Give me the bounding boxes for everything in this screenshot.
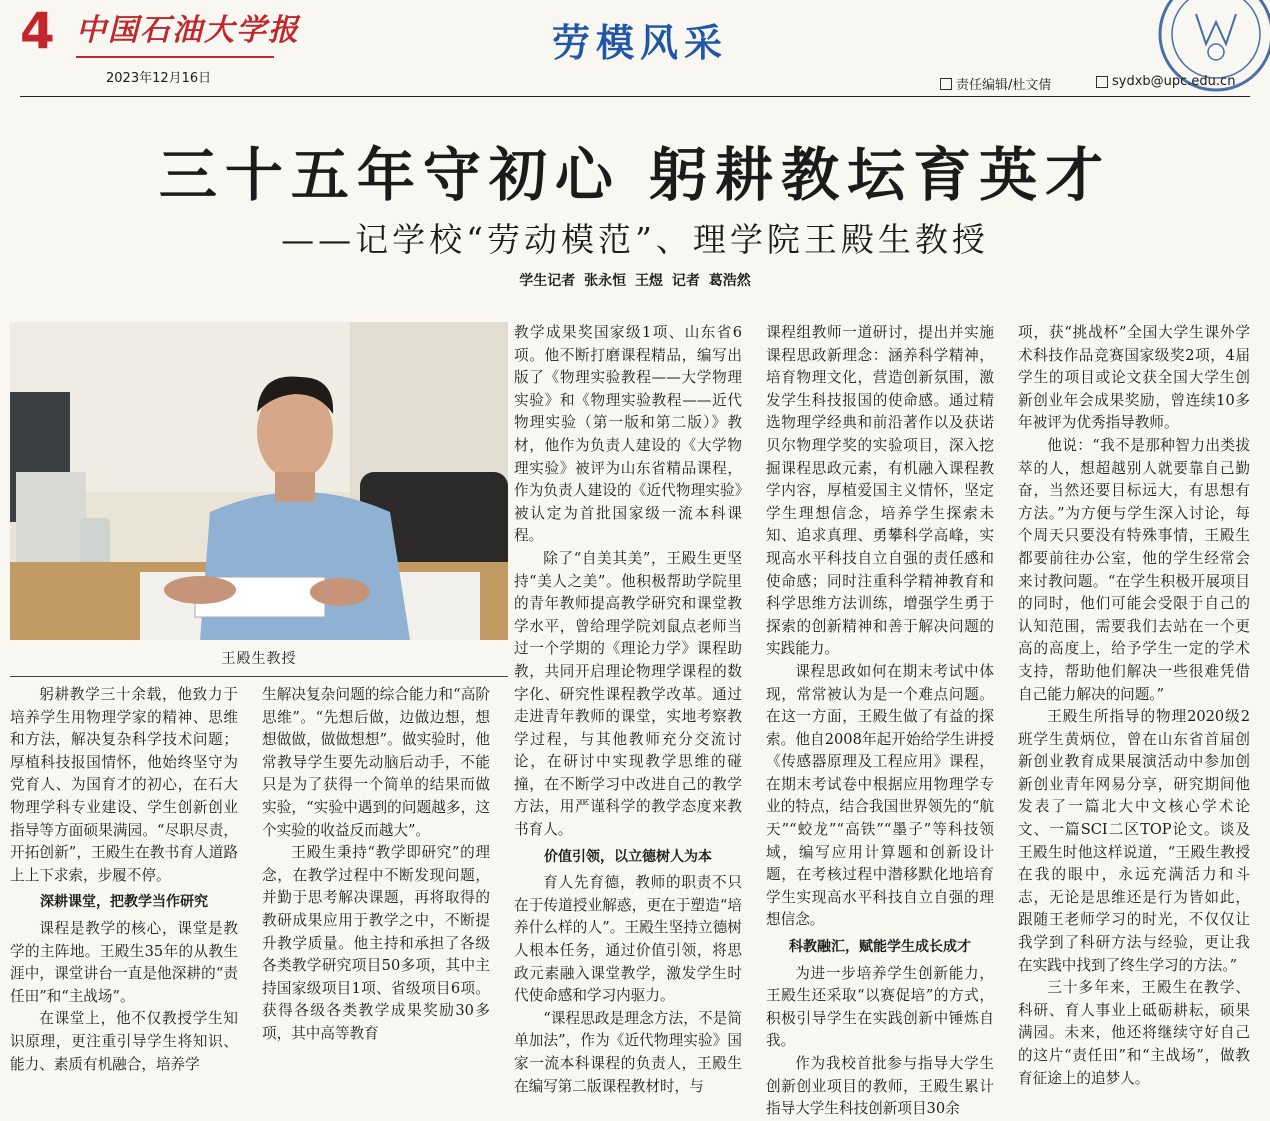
subsection-heading: 深耕课堂，把教学当作研究 xyxy=(40,894,208,911)
column-5 xyxy=(1018,322,1250,1087)
professor-photo xyxy=(10,322,508,640)
email-info xyxy=(1096,74,1235,89)
editor-label: 责任编辑/杜文倩 xyxy=(956,78,1052,93)
paragraph: 躬耕教学三十余载，他致力于培养学生用物理学家的精神、思维和方法，解决复杂科学技术问题；厚植科技报国情怀，他始终坚守为党育人、为国育才的初心，在石大物理学科专业建设、学生创新创业指导等方面硕果满园。“尽职尽责，开拓创新”，王殿生在教书育人道路上上下求索，步履不停。 xyxy=(10,686,238,884)
column-4 xyxy=(766,322,994,1118)
column-3 xyxy=(514,322,742,1095)
paragraph: 教学成果奖国家级1项、山东省6项。他不断打磨课程精品，编写出版了《物理实验教程——大学物理实验》和《物理实验教程——近代物理实验（第一版和第二版）》教材，他作为负责人建设的《大学物理实验》被评为山东省精品课程，作为负责人建设的《近代物理实验》被认定为首批国家级一流本科课程。 xyxy=(514,324,742,545)
paragraph: 王殿生所指导的物理2020级2班学生黄炳位，曾在山东省首届创新创业教育成果展演活动中参加创新创业青年网易分享，研究期间他发表了一篇北大中文核心学术论文、一篇SCI二区TOP论文。谈及王殿生时他这样说道，“王殿生教授在我的眼中，永远充满活力和斗志，无论是思维还是行为皆如此，跟随王老师学习的时光，不仅仅让我学到了科研方法与经验，更让我在实践中找到了终生学习的方法。” xyxy=(1018,708,1250,974)
paragraph: 除了“自美其美”，王殿生更坚持“美人之美”。他积极帮助学院里的青年教师提高教学研究和课堂教学水平，曾给理学院刘鼠点老师当过一个学期的《理论力学》课程助教，共同开启理论物理学课程的数字化、研究性课程教学改革。通过走进青年教师的课堂，实地考察教学过程，与其他教师充分交流讨论，在研讨中实现教学思维的碰撞，在不断学习中改进自己的教学方法，用严谨科学的教学态度来教书育人。 xyxy=(514,549,742,839)
paragraph: 作为我校首批参与指导大学生创新创业项目的教师，王殿生累计指导大学生科技创新项目30余 xyxy=(766,1055,994,1118)
paragraph: 项，获“挑战杯”全国大学生课外学术科技作品竞赛国家级奖2项，4届学生的项目或论文获全国大学生创新创业年会成果奖励，曾连续10多年被评为优秀指导教师。 xyxy=(1018,324,1250,432)
photo-divider xyxy=(10,676,508,677)
paragraph: 课程是教学的核心，课堂是教学的主阵地。王殿生35年的从教生涯中，课堂讲台一直是他深耕的“责任田”和“主战场”。 xyxy=(10,919,238,1005)
newspaper-name: 中国石油大学报 xyxy=(76,13,300,48)
editor-info xyxy=(940,74,1051,93)
article-subheadline: ——记学校“劳动模范”、理学院王殿生教授 xyxy=(281,220,989,259)
page-number: 4 xyxy=(20,2,55,60)
column-1 xyxy=(10,684,238,1073)
article-byline: 学生记者 张永恒 王煜 记者 葛浩然 xyxy=(519,273,751,289)
section-title: 劳模风采 xyxy=(551,21,728,65)
paragraph: 为进一步培养学生创新能力，王殿生还采取“以赛促培”的方式，积极引导学生在实践创新中锤炼自我。 xyxy=(766,964,994,1050)
university-seal-icon xyxy=(1136,4,1248,72)
paragraph: 课程思政如何在期末考试中体现，常常被认为是一个难点问题。在这一方面，王殿生做了有益的探索。他自2008年起开始给学生讲授《传感器原理及工程应用》课程，在期末考试卷中根据应用物理学专业的特点，结合我国世界领先的“航天”“蛟龙”“高铁”“墨子”等科技领域，编写应用计算题和创新设计题，在考核过程中潜移默化地培育学生实现高水平科技自立自强的理想信念。 xyxy=(766,662,994,929)
paragraph: 在课堂上，他不仅教授学生知识原理，更注重引导学生将知识、能力、素质有机融合，培养学 xyxy=(10,1010,238,1073)
masthead-rule xyxy=(76,56,274,58)
photo-caption: 王殿生教授 xyxy=(221,651,297,667)
paragraph: 生解决复杂问题的综合能力和“高阶思维”。“先想后做，边做边想，想想做做，做做想想”。做实验时，他常教导学生要先动脑后动手，不能只是为了获得一个简单的结果而做实验，“实验中遇到的问题越多，这个实验的收益反而越大”。 xyxy=(262,686,490,839)
subsection-heading: 价值引领，以立德树人为本 xyxy=(544,848,712,865)
paragraph: 他说：“我不是那种智力出类拔萃的人，想超越别人就要靠自己勤奋，当然还要目标远大，有思想有方法。”为方便与学生深入讨论，每个周天只要没有特殊事情，王殿生都要前往办公室，他的学生经常会来讨教问题。“在学生积极开展项目的同时，他们可能会受限于自己的认知范围，需要我们去站在一个更高的高度上，给予学生一定的学术支持，帮助他们解决一些很难凭借自己能力解决的问题。” xyxy=(1018,436,1250,703)
checkbox-icon xyxy=(940,78,952,90)
issue-date: 2023年12月16日 xyxy=(106,71,212,86)
subsection-heading: 科教融汇，赋能学生成长成才 xyxy=(789,939,971,956)
article-headline: 三十五年守初心 躬耕教坛育英才 xyxy=(158,141,1112,209)
paragraph: 王殿生秉持“教学即研究”的理念，在教学过程中不断发现问题，并勤于思考解决课题，再将取得的教研成果应用于教学之中，不断提升教学质量。他主持和承担了各级各类教学研究项目50多项，其中主持国家级项目1项、省级项目6项。获得各级各类教学成果奖励30多项，其中高等教育 xyxy=(262,844,490,1042)
paragraph: “课程思政是理念方法，不是简单加法”，作为《近代物理实验》国家一流本科课程的负责人，王殿生在编写第二版课程教材时，与 xyxy=(514,1009,742,1095)
checkbox-icon xyxy=(1096,76,1108,88)
header-divider xyxy=(20,96,1250,97)
email-label: sydxb@upc.edu.cn xyxy=(1112,74,1236,89)
paragraph: 三十多年来，王殿生在教学、科研、育人事业上砥砺耕耘，硕果满园。未来，他还将继续守好自己的这片“责任田”和“主战场”，做教育征途上的追梦人。 xyxy=(1018,979,1250,1087)
paragraph: 课程组教师一道研讨，提出并实施课程思政新理念：涵养科学精神，培育物理文化，营造创新氛围，激发学生科技报国的使命感。通过精选物理学经典和前沿著作以及获诺贝尔物理学奖的实验项目，深入挖掘课程思政元素，有机融入课程教学内容，厚植爱国主义情怀，坚定学生理想信念，培养学生探索未知、追求真理、勇攀科学高峰，实现高水平科技自立自强的责任感和使命感；同时注重科学精神教育和科学思维方法训练，增强学生勇于探索的创新精神和善于解决问题的实践能力。 xyxy=(766,324,994,658)
column-2 xyxy=(262,684,490,1042)
paragraph: 育人先育德，教师的职责不只在于传道授业解惑，更在于塑造“培养什么样的人”。王殿生坚持立德树人根本任务，通过价值引领，将思政元素融入课堂教学，激发学生时代使命感和学习内驱力。 xyxy=(514,874,742,1005)
